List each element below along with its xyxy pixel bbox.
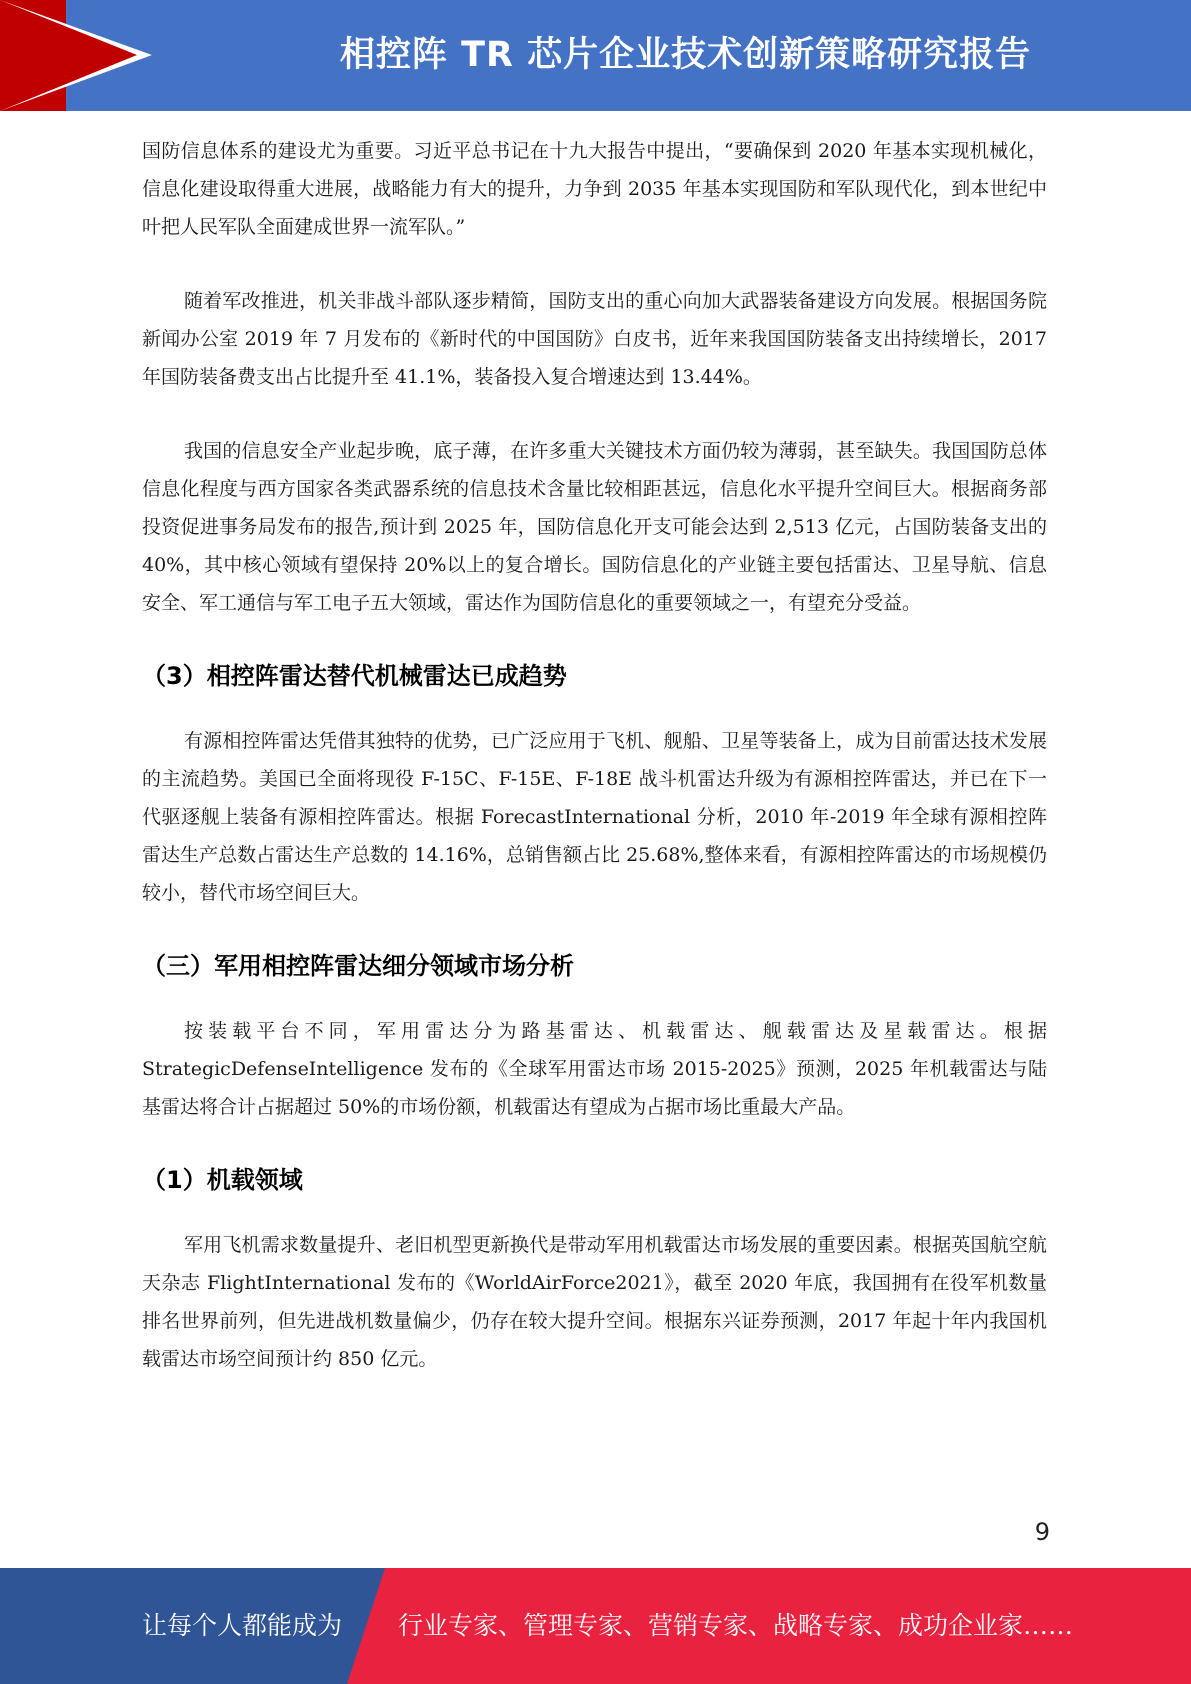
section-heading: （1）机载领域 <box>142 1166 303 1194</box>
footer-slogan-left: 让每个人都能成为 <box>142 1611 343 1640</box>
page-number: 9 <box>1034 1518 1050 1546</box>
page-footer <box>0 1568 1191 1684</box>
footer-slogan-right: 行业专家、管理专家、营销专家、战略专家、成功企业家…… <box>398 1611 1074 1640</box>
document-body <box>142 132 1047 1414</box>
paragraph: 我国的信息安全产业起步晚，底子薄，在许多重大关键技术方面仍较为薄弱，甚至缺失。我国国防总体信息化程度与西方国家各类武器系统的信息技术含量比较相距甚远，信息化水平提升空间巨大。根据商务部投资促进事务局发布的报告,预计到 2025 年，国防信息化开支可能会达到 2,513 亿元，占国防装备支出的 40%，其中核心领域有望保持 20%以上的复合增长。国防信息化的产业链主要包括雷达、卫星导航、信息安全、军工通信与军工电子五大领域，雷达作为国防信息化的重要领域之一，有望充分受益。 <box>142 440 1047 614</box>
section-heading: （3）相控阵雷达替代机械雷达已成趋势 <box>142 662 567 690</box>
paragraph: 国防信息体系的建设尤为重要。习近平总书记在十九大报告中提出，“要确保到 2020 年基本实现机械化，信息化建设取得重大进展，战略能力有大的提升，力争到 2035 年基本实现国防和军队现代化，到本世纪中叶把人民军队全面建成世界一流军队。” <box>142 140 1047 238</box>
footer-blue-slant <box>347 1568 385 1684</box>
report-title: 相控阵 TR 芯片企业技术创新策略研究报告 <box>339 35 1032 75</box>
paragraph: 随着军改推进，机关非战斗部队逐步精简，国防支出的重心向加大武器装备建设方向发展。根据国务院新闻办公室 2019 年 7 月发布的《新时代的中国国防》白皮书，近年来我国国防装备支出持续增长，2017 年国防装备费支出占比提升至 41.1%，装备投入复合增速达到 13.44%。 <box>142 290 1047 388</box>
paragraph: 按装载平台不同，军用雷达分为路基雷达、机载雷达、舰载雷达及星载雷达。根据StrategicDefenseIntelligence 发布的《全球军用雷达市场 2015-2025》预测，2025 年机载雷达与陆基雷达将合计占据超过 50%的市场份额，机载雷达有望成为占据市场比重最大产品。 <box>142 1020 1047 1118</box>
page-header <box>0 0 1191 111</box>
paragraph: 军用飞机需求数量提升、老旧机型更新换代是带动军用机载雷达市场发展的重要因素。根据英国航空航天杂志 FlightInternational 发布的《WorldAirForce2021》，截至 2020 年底，我国拥有在役军机数量排名世界前列，但先进战机数量偏少，仍存在较大提升空间。根据东兴证券预测，2017 年起十年内我国机载雷达市场空间预计约 850 亿元。 <box>142 1234 1047 1370</box>
paragraph: 有源相控阵雷达凭借其独特的优势，已广泛应用于飞机、舰船、卫星等装备上，成为目前雷达技术发展的主流趋势。美国已全面将现役 F-15C、F-15E、F-18E 战斗机雷达升级为有源相控阵雷达，并已在下一代驱逐舰上装备有源相控阵雷达。根据 ForecastInternational 分析，2010 年-2019 年全球有源相控阵雷达生产总数占雷达生产总数的 14.16%，总销售额占比 25.68%,整体来看，有源相控阵雷达的市场规模仍较小，替代市场空间巨大。 <box>142 730 1047 904</box>
header-arrow-icon <box>0 0 137 111</box>
section-heading: （三）军用相控阵雷达细分领域市场分析 <box>142 952 574 980</box>
